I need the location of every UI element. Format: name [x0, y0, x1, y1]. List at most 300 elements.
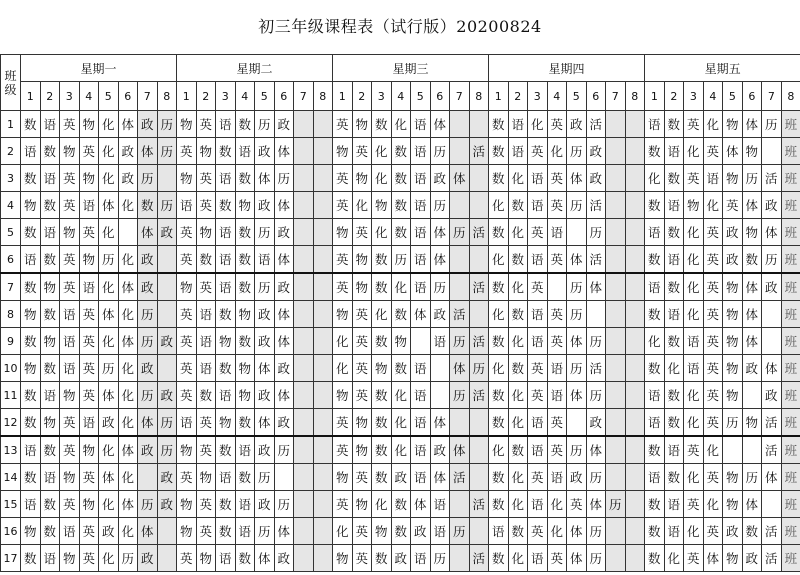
subject-cell: 数: [372, 436, 392, 464]
subject-cell: 语: [40, 165, 60, 192]
subject-cell: 英: [79, 138, 99, 165]
subject-cell: 英: [79, 464, 99, 491]
subject-cell: 物: [177, 518, 197, 545]
subject-cell: 历: [274, 165, 294, 192]
subject-cell: 英: [684, 491, 704, 518]
subject-cell: 历: [586, 518, 606, 545]
subject-cell: 班: [781, 301, 800, 328]
subject-cell: 活: [450, 464, 470, 491]
subject-cell: 化: [489, 246, 509, 274]
subject-cell: 数: [372, 409, 392, 437]
subject-cell: 英: [703, 138, 723, 165]
subject-cell: 数: [645, 301, 665, 328]
class-row: [1, 545, 800, 572]
subject-cell: 物: [723, 111, 743, 138]
subject-cell: 政: [118, 165, 138, 192]
subject-cell: 数: [216, 192, 236, 219]
class-number: 8: [1, 301, 21, 328]
subject-cell: [157, 246, 177, 274]
subject-cell: [313, 165, 333, 192]
subject-cell: 化: [352, 192, 372, 219]
subject-cell: 活: [469, 138, 489, 165]
class-number: 6: [1, 246, 21, 274]
subject-cell: 语: [411, 165, 431, 192]
subject-cell: 化: [372, 219, 392, 246]
subject-cell: 数: [645, 246, 665, 274]
subject-cell: [606, 273, 626, 301]
subject-cell: 化: [645, 328, 665, 355]
subject-cell: 物: [79, 436, 99, 464]
subject-cell: [118, 219, 138, 246]
subject-cell: [294, 382, 314, 409]
subject-cell: 语: [411, 246, 431, 274]
subject-cell: 化: [703, 192, 723, 219]
subject-cell: [625, 301, 645, 328]
subject-cell: [294, 464, 314, 491]
subject-cell: 语: [60, 328, 80, 355]
subject-cell: 化: [684, 464, 704, 491]
subject-cell: 数: [138, 192, 158, 219]
subject-cell: 政: [391, 464, 411, 491]
subject-cell: 语: [645, 273, 665, 301]
subject-cell: 化: [391, 111, 411, 138]
subject-cell: 化: [118, 382, 138, 409]
subject-cell: 化: [684, 518, 704, 545]
subject-cell: 体: [567, 382, 587, 409]
subject-cell: 数: [235, 328, 255, 355]
subject-cell: [157, 165, 177, 192]
subject-cell: 数: [235, 464, 255, 491]
subject-cell: 英: [196, 273, 216, 301]
subject-cell: 语: [645, 111, 665, 138]
period-number: 6: [586, 82, 606, 111]
subject-cell: 体: [742, 273, 762, 301]
subject-cell: [313, 328, 333, 355]
class-number: 1: [1, 111, 21, 138]
subject-cell: 数: [664, 382, 684, 409]
subject-cell: 班: [781, 165, 800, 192]
subject-cell: 语: [411, 382, 431, 409]
subject-cell: [294, 545, 314, 572]
subject-cell: 物: [352, 409, 372, 437]
subject-cell: [294, 165, 314, 192]
subject-cell: 数: [391, 192, 411, 219]
subject-cell: 物: [723, 491, 743, 518]
subject-cell: 语: [528, 246, 548, 274]
period-header-row: [1, 82, 800, 111]
subject-cell: 语: [528, 328, 548, 355]
subject-cell: 物: [177, 273, 197, 301]
subject-cell: 语: [196, 328, 216, 355]
subject-cell: 班: [781, 192, 800, 219]
subject-cell: 数: [40, 436, 60, 464]
subject-cell: 英: [684, 111, 704, 138]
subject-cell: 班: [781, 138, 800, 165]
subject-cell: 化: [684, 382, 704, 409]
subject-cell: 数: [391, 138, 411, 165]
subject-cell: [313, 409, 333, 437]
subject-cell: 英: [528, 219, 548, 246]
subject-cell: 数: [489, 219, 509, 246]
subject-cell: 政: [391, 545, 411, 572]
subject-cell: 历: [391, 246, 411, 274]
subject-cell: 英: [352, 464, 372, 491]
period-number: 8: [781, 82, 800, 111]
subject-cell: 数: [216, 491, 236, 518]
subject-cell: [469, 518, 489, 545]
subject-cell: 历: [138, 301, 158, 328]
subject-cell: [450, 545, 470, 572]
subject-cell: 化: [118, 518, 138, 545]
subject-cell: 英: [333, 192, 353, 219]
subject-cell: 英: [684, 165, 704, 192]
subject-cell: 语: [703, 165, 723, 192]
subject-cell: 数: [508, 518, 528, 545]
subject-cell: [450, 409, 470, 437]
subject-cell: 英: [547, 111, 567, 138]
subject-cell: 体: [138, 138, 158, 165]
subject-cell: [313, 355, 333, 382]
class-number: 17: [1, 545, 21, 572]
subject-cell: 化: [684, 246, 704, 274]
day-header: 星期三: [333, 55, 489, 82]
subject-cell: 体: [430, 464, 450, 491]
subject-cell: [157, 518, 177, 545]
subject-cell: 化: [118, 409, 138, 437]
subject-cell: 语: [508, 138, 528, 165]
subject-cell: 体: [99, 192, 119, 219]
subject-cell: 体: [138, 409, 158, 437]
subject-cell: 英: [177, 328, 197, 355]
subject-cell: 语: [528, 165, 548, 192]
subject-cell: 数: [664, 219, 684, 246]
subject-cell: 英: [196, 436, 216, 464]
class-number: 5: [1, 219, 21, 246]
subject-cell: [313, 464, 333, 491]
subject-cell: 英: [177, 301, 197, 328]
subject-cell: [469, 246, 489, 274]
subject-cell: 数: [21, 409, 41, 437]
subject-cell: 英: [547, 328, 567, 355]
subject-cell: 数: [489, 111, 509, 138]
subject-cell: 英: [177, 219, 197, 246]
subject-cell: [157, 301, 177, 328]
subject-cell: 历: [157, 409, 177, 437]
subject-cell: 语: [547, 464, 567, 491]
subject-cell: 数: [508, 192, 528, 219]
period-number: 7: [762, 82, 782, 111]
subject-cell: 语: [216, 111, 236, 138]
subject-cell: 数: [391, 355, 411, 382]
subject-cell: 政: [586, 165, 606, 192]
subject-cell: 英: [196, 491, 216, 518]
subject-cell: [294, 111, 314, 138]
subject-cell: [313, 545, 333, 572]
subject-cell: 语: [411, 273, 431, 301]
subject-cell: 语: [411, 436, 431, 464]
subject-cell: 数: [235, 273, 255, 301]
subject-cell: 数: [216, 138, 236, 165]
subject-cell: 化: [372, 491, 392, 518]
subject-cell: 数: [372, 464, 392, 491]
class-row: [1, 355, 800, 382]
subject-cell: 物: [79, 165, 99, 192]
subject-cell: 英: [79, 301, 99, 328]
subject-cell: 英: [547, 246, 567, 274]
class-number: 16: [1, 518, 21, 545]
subject-cell: 英: [703, 382, 723, 409]
subject-cell: 体: [430, 111, 450, 138]
day-header: 星期五: [645, 55, 800, 82]
subject-cell: 物: [723, 355, 743, 382]
subject-cell: 历: [567, 273, 587, 301]
subject-cell: 政: [99, 518, 119, 545]
subject-cell: 物: [333, 138, 353, 165]
subject-cell: 化: [99, 436, 119, 464]
subject-cell: 英: [79, 518, 99, 545]
subject-cell: 英: [703, 409, 723, 437]
subject-cell: 历: [255, 518, 275, 545]
subject-cell: 体: [99, 301, 119, 328]
subject-cell: 化: [684, 219, 704, 246]
subject-cell: 英: [703, 219, 723, 246]
subject-cell: [625, 219, 645, 246]
subject-cell: 化: [372, 138, 392, 165]
subject-cell: 历: [157, 138, 177, 165]
subject-cell: 政: [255, 328, 275, 355]
subject-cell: 数: [645, 138, 665, 165]
subject-cell: 化: [547, 491, 567, 518]
subject-cell: 班: [781, 545, 800, 572]
subject-cell: 历: [586, 219, 606, 246]
subject-cell: 语: [645, 382, 665, 409]
subject-cell: 物: [723, 301, 743, 328]
subject-cell: 化: [99, 165, 119, 192]
subject-cell: 物: [196, 219, 216, 246]
subject-cell: 活: [469, 545, 489, 572]
subject-cell: 政: [762, 192, 782, 219]
subject-cell: 英: [547, 165, 567, 192]
subject-cell: 体: [723, 138, 743, 165]
subject-cell: 政: [274, 273, 294, 301]
subject-cell: 语: [489, 518, 509, 545]
subject-cell: [274, 464, 294, 491]
subject-cell: 历: [274, 491, 294, 518]
subject-cell: 英: [352, 219, 372, 246]
period-number: 7: [294, 82, 314, 111]
class-row: [1, 273, 800, 301]
subject-cell: 英: [703, 518, 723, 545]
subject-cell: 体: [450, 355, 470, 382]
subject-cell: 活: [469, 273, 489, 301]
subject-cell: 数: [664, 273, 684, 301]
subject-cell: 英: [333, 273, 353, 301]
subject-cell: 化: [547, 138, 567, 165]
period-number: 2: [352, 82, 372, 111]
subject-cell: 体: [586, 491, 606, 518]
subject-cell: 英: [684, 436, 704, 464]
subject-cell: 体: [255, 545, 275, 572]
subject-cell: 历: [430, 545, 450, 572]
subject-cell: 英: [60, 111, 80, 138]
subject-cell: 英: [177, 246, 197, 274]
subject-cell: 政: [274, 355, 294, 382]
subject-cell: [606, 219, 626, 246]
subject-cell: 语: [430, 328, 450, 355]
subject-cell: 化: [645, 165, 665, 192]
subject-cell: 数: [664, 409, 684, 437]
subject-cell: 活: [762, 545, 782, 572]
subject-cell: 语: [235, 491, 255, 518]
subject-cell: [313, 192, 333, 219]
subject-cell: [294, 138, 314, 165]
subject-cell: 政: [274, 111, 294, 138]
subject-cell: 语: [664, 192, 684, 219]
subject-cell: 历: [586, 328, 606, 355]
subject-cell: [606, 382, 626, 409]
subject-cell: [723, 436, 743, 464]
subject-cell: 历: [255, 273, 275, 301]
subject-cell: 数: [21, 545, 41, 572]
subject-cell: [742, 382, 762, 409]
subject-cell: 语: [196, 301, 216, 328]
subject-cell: 历: [567, 192, 587, 219]
subject-cell: 化: [684, 301, 704, 328]
subject-cell: [313, 382, 333, 409]
subject-cell: 政: [138, 111, 158, 138]
subject-cell: 化: [99, 491, 119, 518]
subject-cell: 语: [21, 138, 41, 165]
subject-cell: 语: [177, 409, 197, 437]
subject-cell: 体: [138, 518, 158, 545]
subject-cell: 化: [664, 355, 684, 382]
subject-cell: 语: [547, 382, 567, 409]
subject-cell: 物: [79, 246, 99, 274]
class-row: [1, 382, 800, 409]
subject-cell: 物: [216, 409, 236, 437]
class-number: 4: [1, 192, 21, 219]
subject-cell: [547, 273, 567, 301]
subject-cell: 数: [645, 355, 665, 382]
day-header: 星期二: [177, 55, 333, 82]
period-number: 8: [469, 82, 489, 111]
subject-cell: 物: [391, 328, 411, 355]
subject-cell: 物: [372, 355, 392, 382]
subject-cell: 化: [684, 273, 704, 301]
subject-cell: [606, 246, 626, 274]
subject-cell: 数: [235, 409, 255, 437]
subject-cell: 英: [352, 328, 372, 355]
subject-cell: 物: [333, 545, 353, 572]
class-number: 3: [1, 165, 21, 192]
subject-cell: 英: [333, 436, 353, 464]
subject-cell: 语: [255, 246, 275, 274]
subject-cell: 活: [586, 355, 606, 382]
subject-cell: 班: [781, 464, 800, 491]
subject-cell: [469, 436, 489, 464]
subject-cell: 数: [391, 301, 411, 328]
subject-cell: 英: [333, 246, 353, 274]
subject-cell: 化: [684, 409, 704, 437]
subject-cell: 物: [21, 301, 41, 328]
subject-cell: [625, 409, 645, 437]
subject-cell: 数: [40, 491, 60, 518]
subject-cell: 活: [469, 491, 489, 518]
subject-cell: 物: [352, 436, 372, 464]
subject-cell: 体: [742, 192, 762, 219]
subject-cell: 数: [391, 219, 411, 246]
period-number: 5: [567, 82, 587, 111]
subject-cell: 化: [118, 464, 138, 491]
subject-cell: [625, 545, 645, 572]
day-header-row: [1, 55, 800, 82]
subject-cell: 英: [547, 301, 567, 328]
subject-cell: 历: [469, 355, 489, 382]
subject-cell: 数: [216, 518, 236, 545]
subject-cell: [450, 246, 470, 274]
subject-cell: 英: [196, 111, 216, 138]
subject-cell: 英: [177, 355, 197, 382]
subject-cell: 语: [216, 165, 236, 192]
subject-cell: 数: [235, 111, 255, 138]
period-number: 3: [216, 82, 236, 111]
subject-cell: 英: [528, 273, 548, 301]
subject-cell: 英: [196, 518, 216, 545]
subject-cell: 语: [411, 219, 431, 246]
subject-cell: 政: [255, 382, 275, 409]
subject-cell: 数: [216, 301, 236, 328]
subject-cell: 语: [508, 111, 528, 138]
subject-cell: [606, 518, 626, 545]
subject-cell: 历: [118, 545, 138, 572]
subject-cell: [469, 409, 489, 437]
subject-cell: 历: [274, 436, 294, 464]
subject-cell: 物: [196, 545, 216, 572]
subject-cell: 物: [196, 138, 216, 165]
subject-cell: 物: [21, 192, 41, 219]
subject-cell: [313, 301, 333, 328]
subject-cell: 数: [40, 355, 60, 382]
subject-cell: [469, 301, 489, 328]
subject-cell: 历: [450, 328, 470, 355]
subject-cell: [313, 219, 333, 246]
subject-cell: 政: [255, 436, 275, 464]
subject-cell: 英: [60, 192, 80, 219]
subject-cell: 历: [450, 518, 470, 545]
subject-cell: 语: [684, 355, 704, 382]
subject-cell: 数: [196, 382, 216, 409]
period-number: 5: [255, 82, 275, 111]
subject-cell: 体: [742, 301, 762, 328]
subject-cell: 活: [586, 111, 606, 138]
subject-cell: 数: [391, 165, 411, 192]
subject-cell: 化: [372, 301, 392, 328]
subject-cell: [742, 436, 762, 464]
subject-cell: 物: [235, 301, 255, 328]
period-number: 1: [177, 82, 197, 111]
subject-cell: 化: [99, 545, 119, 572]
subject-cell: 化: [547, 518, 567, 545]
subject-cell: 数: [508, 355, 528, 382]
subject-cell: 化: [508, 409, 528, 437]
subject-cell: 数: [235, 165, 255, 192]
subject-cell: 体: [99, 464, 119, 491]
subject-cell: 历: [138, 491, 158, 518]
subject-cell: 化: [118, 192, 138, 219]
period-number: 6: [430, 82, 450, 111]
subject-cell: 英: [79, 355, 99, 382]
period-number: 1: [645, 82, 665, 111]
